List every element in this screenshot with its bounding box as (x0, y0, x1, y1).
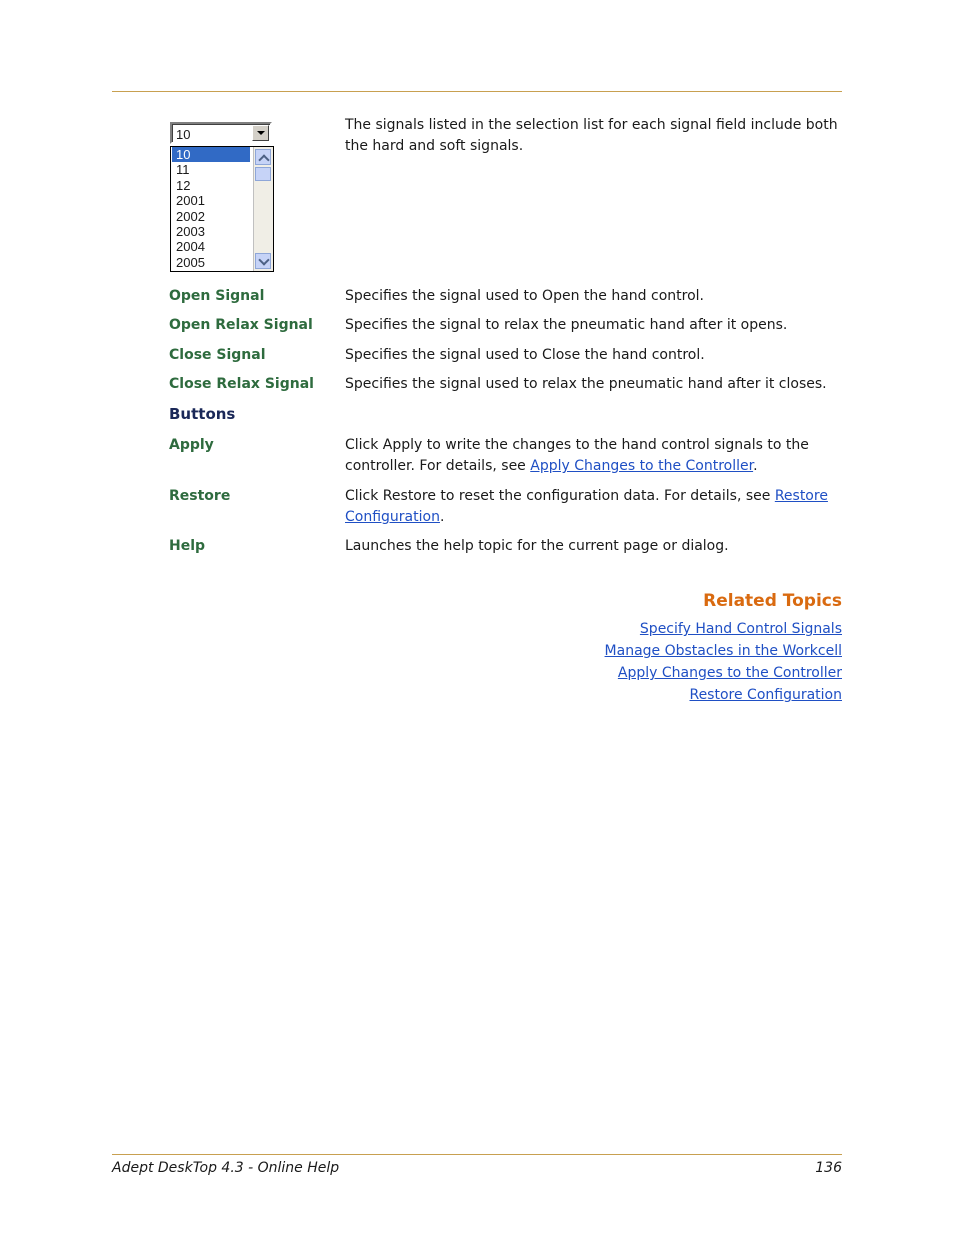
button-term: Apply (169, 437, 214, 453)
related-topics-list (605, 618, 842, 706)
list-item[interactable]: 10 (172, 147, 250, 162)
list-item[interactable]: 11 (176, 162, 190, 178)
footer-rule (112, 1154, 842, 1155)
apply-changes-link[interactable]: Apply Changes to the Controller (530, 458, 754, 474)
field-desc: Specifies the signal to relax the pneumatic hand after it opens. (345, 317, 788, 333)
field-desc: Specifies the signal used to Close the hand control. (345, 347, 705, 363)
field-term: Open Relax Signal (169, 317, 313, 333)
button-term: Help (169, 538, 206, 554)
intro-text: The signals listed in the selection list for each signal field include both the hard and soft signals. (345, 117, 838, 154)
related-topics-title: Related Topics (703, 591, 842, 611)
desc-text: Click Apply to write the changes to the hand control signals to the controller. For details, see (345, 437, 809, 474)
listbox-scrollbar[interactable] (253, 147, 273, 271)
chevron-down-icon[interactable] (252, 125, 269, 141)
field-desc: Specifies the signal used to Open the hand control. (345, 288, 704, 304)
page-number: 136 (815, 1160, 842, 1176)
field-term: Close Relax Signal (169, 376, 314, 392)
signal-dropdown[interactable] (170, 122, 272, 144)
button-desc: Launches the help topic for the current page or dialog. (345, 538, 729, 554)
list-item[interactable]: 2004 (176, 239, 205, 255)
scroll-thumb[interactable] (255, 167, 271, 181)
dropdown-value: 10 (176, 127, 191, 142)
chevron-up-icon (258, 154, 269, 165)
list-item[interactable]: 2005 (176, 254, 205, 270)
scroll-down-button[interactable] (255, 253, 271, 269)
field-term: Close Signal (169, 347, 266, 363)
chevron-down-icon (258, 254, 269, 265)
scroll-up-button[interactable] (255, 149, 271, 165)
field-term: Open Signal (169, 288, 265, 304)
header-rule (112, 91, 842, 92)
buttons-heading: Buttons (169, 405, 236, 423)
restore-configuration-link[interactable]: Restore Configuration (345, 488, 828, 525)
related-link[interactable]: Manage Obstacles in the Workcell (604, 643, 842, 659)
button-desc (345, 435, 841, 477)
list-item[interactable]: 12 (176, 177, 191, 193)
field-desc: Specifies the signal used to relax the pneumatic hand after it closes. (345, 376, 827, 392)
desc-punct: . (439, 509, 445, 525)
footer-title: Adept DeskTop 4.3 - Online Help (112, 1160, 340, 1176)
button-term: Restore (169, 488, 231, 504)
button-desc (345, 486, 841, 528)
desc-text: Click Restore to reset the configuration data. For details, see (345, 488, 775, 504)
related-link[interactable]: Restore Configuration (689, 687, 842, 703)
list-item[interactable]: 2001 (176, 193, 205, 209)
list-item[interactable]: 2002 (176, 208, 205, 224)
related-link[interactable]: Specify Hand Control Signals (639, 621, 842, 637)
list-item[interactable]: 2003 (176, 223, 205, 239)
related-link[interactable]: Apply Changes to the Controller (617, 665, 842, 681)
desc-punct: . (753, 458, 758, 474)
signal-listbox[interactable] (170, 146, 274, 272)
